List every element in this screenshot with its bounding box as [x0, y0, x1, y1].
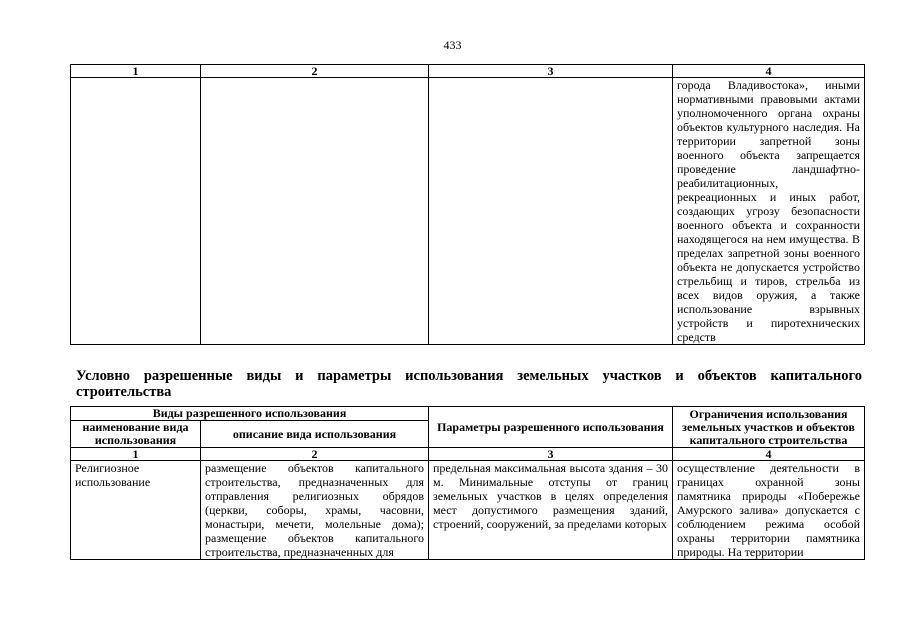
- header-use-types: Виды разрешенного использования: [71, 407, 429, 421]
- table-row: [71, 461, 865, 560]
- column-number: 2: [201, 65, 429, 78]
- continuation-table: [70, 64, 865, 345]
- use-name-cell: Религиозное использование: [71, 461, 201, 560]
- column-number: 4: [673, 448, 865, 461]
- column-number-row: [71, 65, 865, 78]
- header-use-description: описание вида использования: [201, 421, 429, 448]
- page-number: 433: [443, 38, 462, 52]
- column-number: 1: [71, 448, 201, 461]
- header-use-name: наименование вида использования: [71, 421, 201, 448]
- column-number: 3: [429, 448, 673, 461]
- use-description-cell: размещение объектов капитального строительства, предназначенных для отправления религиозных обрядов (церкви, соборы, храмы, часовни, монастыри, мечети, молельные дома); размещение объектов капитального строительства, предназначенных для: [201, 461, 429, 560]
- column-number: 2: [201, 448, 429, 461]
- conditional-uses-table: [70, 406, 865, 560]
- restrictions-cell: осуществление деятельности в границах охранной зоны памятника природы «Побережье Амурского залива» допускается с соблюдением режима особой охраны территории памятника природы. На территории: [673, 461, 865, 560]
- restrictions-cell: города Владивостока», иными нормативными правовыми актами уполномоченного органа охраны объектов культурного наследия. На территории запретной зоны военного объекта запрещается проведение ландшафтно-реабилитационных, рекреационных и иных работ, создающих угрозу безопасности военного объекта и сохранности находящегося на нем имущества. В пределах запретной зоны военного объекта не допускается устройство стрельбищ и тиров, стрельба из всех видов оружия, а также использование взрывных устройств и пиротехнических средств: [673, 78, 865, 345]
- parameters-cell: предельная максимальная высота здания – 30 м. Минимальные отступы от границ земельных участков в целях определения мест допустимого размещения зданий, строений, сооружений, за пределами которых: [429, 461, 673, 560]
- empty-cell: [71, 78, 201, 345]
- column-number: 4: [673, 65, 865, 78]
- table-row: [71, 78, 865, 345]
- header-row: [71, 407, 865, 421]
- section-heading-continued: строительства: [76, 384, 172, 400]
- empty-cell: [429, 78, 673, 345]
- header-restrictions: Ограничения использования земельных участков и объектов капитального строительства: [673, 407, 865, 448]
- header-parameters: Параметры разрешенного использования: [429, 407, 673, 448]
- section-heading: Условно разрешенные виды и параметры использования земельных участков и объектов капитального: [76, 368, 862, 384]
- column-number-row: [71, 448, 865, 461]
- column-number: 3: [429, 65, 673, 78]
- column-number: 1: [71, 65, 201, 78]
- empty-cell: [201, 78, 429, 345]
